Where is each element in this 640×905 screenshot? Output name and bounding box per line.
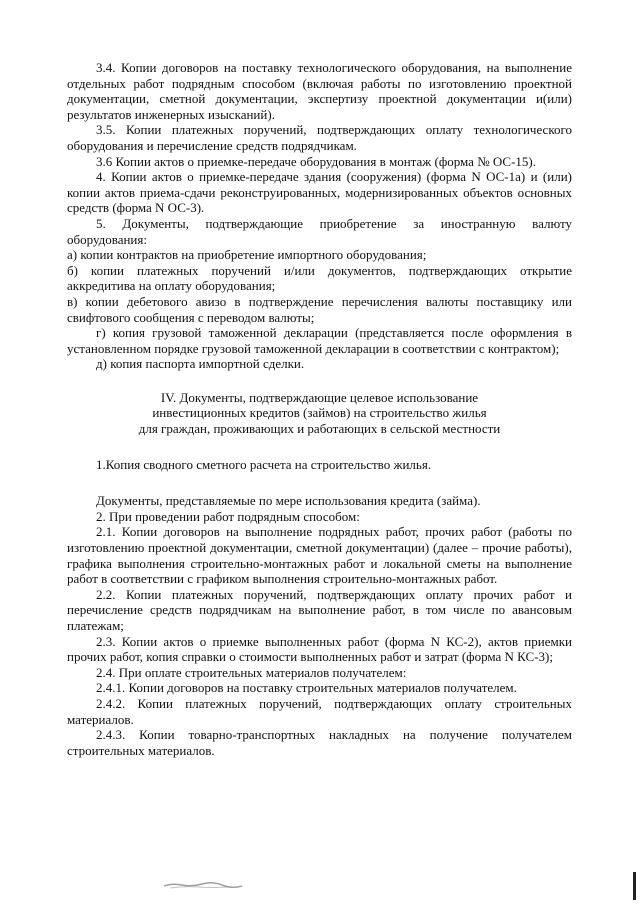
paragraph-3-4: 3.4. Копии договоров на поставку технологического оборудования, на выполнение отдельных работ подрядным способом (включая работы по изготовлению проектной документации, сметной документации, экспертизу проектной документации и(или) результатов инженерных изысканий). <box>67 60 572 122</box>
paragraph-iv-2-3: 2.3. Копии актов о приемке выполненных работ (форма N КС-2), актов приемки прочих работ, копия справки о стоимости выполненных работ и затрат (форма N КС-3); <box>67 633 572 665</box>
paragraph-iv-2-4-2: 2.4.2. Копии платежных поручений, подтверждающих оплату строительных материалов. <box>67 695 572 727</box>
paragraph-iv-2-4-3: 2.4.3. Копии товарно-транспортных накладных на получение получателем строительных материалов. <box>67 727 572 758</box>
paragraph-5-g: г) копия грузовой таможенной декларации (представляется после оформления в установленном порядке грузовой таможенной декларации в соответствии с контрактом); <box>67 325 572 356</box>
scan-artifact <box>162 880 244 890</box>
paragraph-5-a: а) копии контрактов на приобретение импортного оборудования; <box>67 247 427 263</box>
paragraph-5: 5. Документы, подтверждающие приобретение за иностранную валюту оборудования: <box>67 215 572 247</box>
paragraph-iv-2-2: 2.2. Копии платежных поручений, подтверждающих оплату прочих работ и перечисление средств подрядчикам на выполнение работ, в том числе по авансовым платежам; <box>67 586 572 633</box>
paragraph-3-6: 3.6 Копии актов о приемке-передаче оборудования в монтаж (форма № ОС-15). <box>96 153 536 169</box>
paragraph-5-d: д) копия паспорта импортной сделки. <box>96 356 305 372</box>
paragraph-iv-1: 1.Копия сводного сметного расчета на строительство жилья. <box>96 456 432 472</box>
paragraph-iv-2-4: 2.4. При оплате строительных материалов получателем: <box>96 664 407 680</box>
section-heading-line-3: для граждан, проживающих и работающих в сельской местности <box>138 421 501 437</box>
paragraph-iv-2: 2. При проведении работ подрядным способом: <box>96 508 360 524</box>
section-heading-line-2: инвестиционных кредитов (займов) на строительство жилья <box>152 405 487 421</box>
paragraph-4: 4. Копии актов о приемке-передаче здания (сооружения) (форма N ОС-1а) и (или) копии актов приема-сдачи реконструированных, модернизированных объектов основных средств (форма N ОС-3). <box>67 169 572 216</box>
section-heading-line-1: IV. Документы, подтверждающие целевое использование <box>160 389 479 405</box>
paragraph-5-b: б) копии платежных поручений и/или документов, подтверждающих открытие аккредитива на оплату оборудования; <box>67 262 572 294</box>
section-heading <box>67 390 572 437</box>
paragraph-5-v: в) копии дебетового авизо в подтверждение перечисления валюты поставщику или свифтового сообщения с переводом валюты; <box>67 293 572 325</box>
paragraph-iv-documents: Документы, представляемые по мере использования кредита (займа). <box>96 493 481 509</box>
paragraph-iv-2-1: 2.1. Копии договоров на выполнение подрядных работ, прочих работ (работы по изготовлению проектной документации, сметной документации) (далее – прочие работы), графика выполнения строительно-монтажных работ и локальной сметы на выполнение работ в соответствии с графиком выполнения строительно-монтажных работ. <box>67 524 572 587</box>
scan-edge-artifact <box>633 872 636 900</box>
paragraph-3-5: 3.5. Копии платежных поручений, подтверждающих оплату технологического оборудования и перечисление средств подрядчикам. <box>67 122 572 153</box>
paragraph-iv-2-4-1: 2.4.1. Копии договоров на поставку строительных материалов получателем. <box>96 680 517 696</box>
document-body <box>67 60 572 758</box>
